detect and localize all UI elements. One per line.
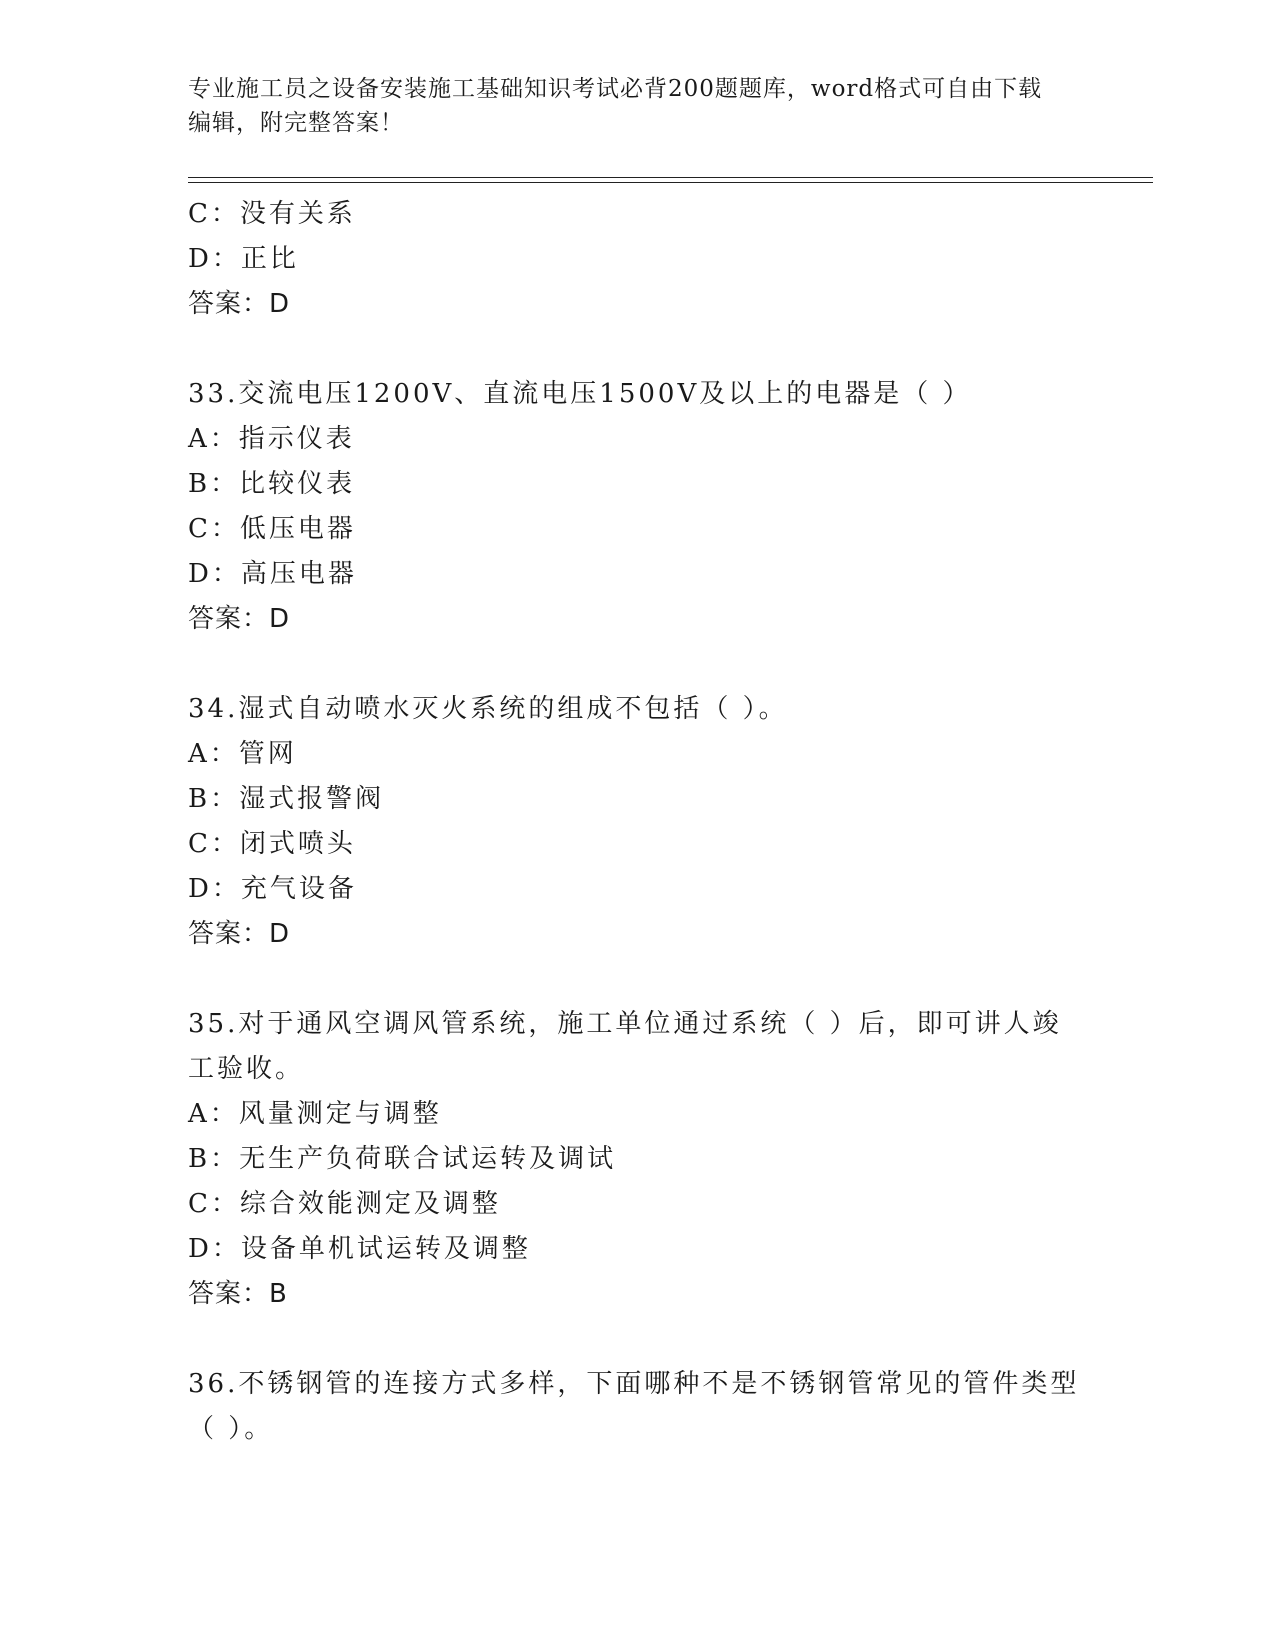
option-c: C：闭式喷头 xyxy=(188,829,356,859)
option-d: D：充气设备 xyxy=(188,874,357,904)
question-stem-continued: （ ）。 xyxy=(188,1414,274,1444)
question-stem: 35.对于通风空调风管系统，施工单位通过系统（ ）后，即可讲人竣 xyxy=(188,1009,1062,1039)
option-d: D：高压电器 xyxy=(188,559,357,589)
option-c: C：没有关系 xyxy=(188,199,356,229)
header-line-2: 编辑，附完整答案！ xyxy=(188,110,404,136)
answer-line: 答案：B xyxy=(188,1279,288,1309)
answer-line: 答案：D xyxy=(188,289,291,319)
option-b: B：无生产负荷联合试运转及调试 xyxy=(188,1144,617,1174)
question-stem: 34.湿式自动喷水灭火系统的组成不包括（ ）。 xyxy=(188,694,788,724)
option-d: D：设备单机试运转及调整 xyxy=(188,1234,531,1264)
option-c: C：低压电器 xyxy=(188,514,356,544)
option-b: B：比较仪表 xyxy=(188,469,356,499)
question-stem-continued: 工验收。 xyxy=(188,1054,305,1084)
document-header xyxy=(188,72,1088,140)
option-a: A：指示仪表 xyxy=(188,424,355,454)
option-d: D：正比 xyxy=(188,244,299,274)
answer-line: 答案：D xyxy=(188,919,291,949)
answer-line: 答案：D xyxy=(188,604,291,634)
option-c: C：综合效能测定及调整 xyxy=(188,1189,501,1219)
question-stem: 36.不锈钢管的连接方式多样，下面哪种不是不锈钢管常见的管件类型 xyxy=(188,1369,1080,1399)
question-stem: 33.交流电压1200V、直流电压1500V及以上的电器是（ ） xyxy=(188,379,972,409)
option-a: A：风量测定与调整 xyxy=(188,1099,442,1129)
header-rule-top xyxy=(188,177,1153,178)
header-rule-bottom xyxy=(188,182,1153,183)
option-a: A：管网 xyxy=(188,739,297,769)
option-b: B：湿式报警阀 xyxy=(188,784,385,814)
header-line-1: 专业施工员之设备安装施工基础知识考试必背200题题库，word格式可自由下载 xyxy=(188,76,1043,102)
